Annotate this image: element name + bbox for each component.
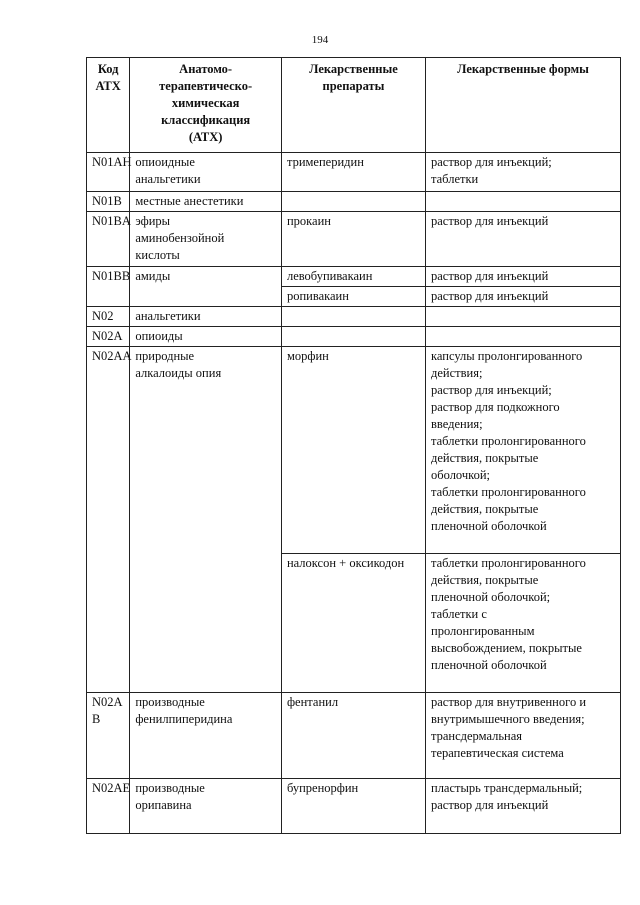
drug-name: левобупивакаин: [281, 267, 425, 287]
drug-name: ропивакаин: [281, 287, 425, 307]
dosage-forms: [426, 307, 621, 327]
drug-name: бупренорфин: [281, 779, 425, 834]
atx-classification: опиоиды: [130, 327, 282, 347]
atx-code: N01B: [87, 192, 130, 212]
atx-code: N02AA: [87, 347, 130, 693]
table-row: [87, 779, 621, 834]
dosage-forms: капсулы пролонгированного действия; раствор для инъекций; раствор для подкожного введения; таблетки пролонгированного действия, покрытые оболочкой; таблетки пролонгированного действия, покрытые пленочной оболочкой: [426, 347, 621, 554]
atx-classification: анальгетики: [130, 307, 282, 327]
atx-classification: эфиры аминобензойной кислоты: [130, 212, 282, 267]
header-classification: Анатомо- терапевтическо- химическая классификация (АТХ): [130, 58, 282, 153]
table-row: [87, 212, 621, 267]
dosage-forms: раствор для инъекций: [426, 267, 621, 287]
drug-name: фентанил: [281, 693, 425, 779]
drug-name: [281, 307, 425, 327]
dosage-forms: раствор для инъекций: [426, 287, 621, 307]
table-row: [87, 347, 621, 554]
dosage-forms: таблетки пролонгированного действия, покрытые пленочной оболочкой; таблетки с пролонгированным высвобождением, покрытые пленочной оболочкой: [426, 554, 621, 693]
drug-name: [281, 327, 425, 347]
atx-code: N01BA: [87, 212, 130, 267]
dosage-forms: [426, 192, 621, 212]
drug-name: тримеперидин: [281, 153, 425, 192]
header-code: Код АТХ: [87, 58, 130, 153]
page-number: 194: [311, 34, 329, 46]
dosage-forms: раствор для внутривенного и внутримышечного введения; трансдермальная терапевтическая система: [426, 693, 621, 779]
atx-classification: производные фенилпиперидина: [130, 693, 282, 779]
header-forms: Лекарственные формы: [426, 58, 621, 153]
atx-classification: производные орипавина: [130, 779, 282, 834]
dosage-forms: [426, 327, 621, 347]
atx-code: N01AH: [87, 153, 130, 192]
drug-name: морфин: [281, 347, 425, 554]
dosage-forms: раствор для инъекций; таблетки: [426, 153, 621, 192]
atx-code: N02A: [87, 327, 130, 347]
atx-classification: амиды: [130, 267, 282, 307]
table-row: [87, 307, 621, 327]
table-row: [87, 192, 621, 212]
atx-code: N02A B: [87, 693, 130, 779]
dosage-forms: раствор для инъекций: [426, 212, 621, 267]
drug-name: прокаин: [281, 212, 425, 267]
atx-code: N02: [87, 307, 130, 327]
atx-classification: природные алкалоиды опия: [130, 347, 282, 693]
header-drugs: Лекарственные препараты: [281, 58, 425, 153]
table-row: [87, 693, 621, 779]
dosage-forms: пластырь трансдермальный; раствор для инъекций: [426, 779, 621, 834]
table-row: [87, 327, 621, 347]
atx-code: N01BB: [87, 267, 130, 307]
atx-classification: опиоидные анальгетики: [130, 153, 282, 192]
atx-classification: местные анестетики: [130, 192, 282, 212]
table-row: [87, 267, 621, 287]
drug-name: [281, 192, 425, 212]
table-header-row: [87, 58, 621, 153]
drug-table: [86, 57, 621, 834]
drug-name: налоксон + оксикодон: [281, 554, 425, 693]
table-row: [87, 153, 621, 192]
atx-code: N02AE: [87, 779, 130, 834]
